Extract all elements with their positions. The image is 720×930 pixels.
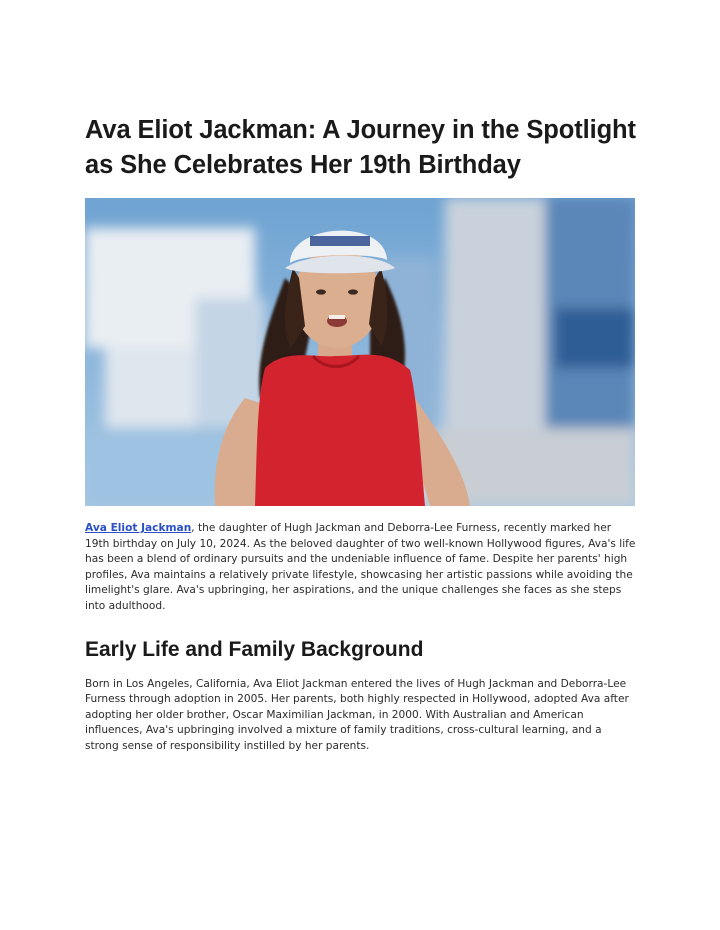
intro-paragraph bbox=[85, 521, 637, 615]
article-photo bbox=[85, 198, 635, 506]
section-body: Born in Los Angeles, California, Ava Eliot Jackman entered the lives of Hugh Jackman and Deborra-Lee Furness through adoption in 2005. Her parents, both highly respected in Hollywood, adopted Ava after adopting her older brother, Oscar Maximilian Jackman, in 2000. With Australian and American influences, Ava's upbringing involved a mixture of family traditions, cross-cultural learning, and a strong sense of responsibility instilled by her parents. bbox=[85, 677, 629, 752]
article bbox=[85, 113, 637, 755]
photo-illustration bbox=[85, 198, 635, 506]
ava-eliot-jackman-link[interactable]: Ava Eliot Jackman bbox=[85, 522, 192, 534]
article-title: Ava Eliot Jackman: A Journey in the Spotlight as She Celebrates Her 19th Birthday bbox=[85, 116, 636, 179]
intro-text: , the daughter of Hugh Jackman and Deborra-Lee Furness, recently marked her 19th birthday on July 10, 2024. As the beloved daughter of two well-known Hollywood figures, Ava's life has been a blend of ordinary pursuits and the undeniable influence of fame. Despite her parents' high profiles, Ava maintains a relatively private lifestyle, showcasing her artistic passions while avoiding the limelight's glare. Ava's upbringing, her aspirations, and the unique challenges she faces as she steps into adulthood. bbox=[85, 522, 636, 612]
section-heading: Early Life and Family Background bbox=[85, 637, 424, 661]
